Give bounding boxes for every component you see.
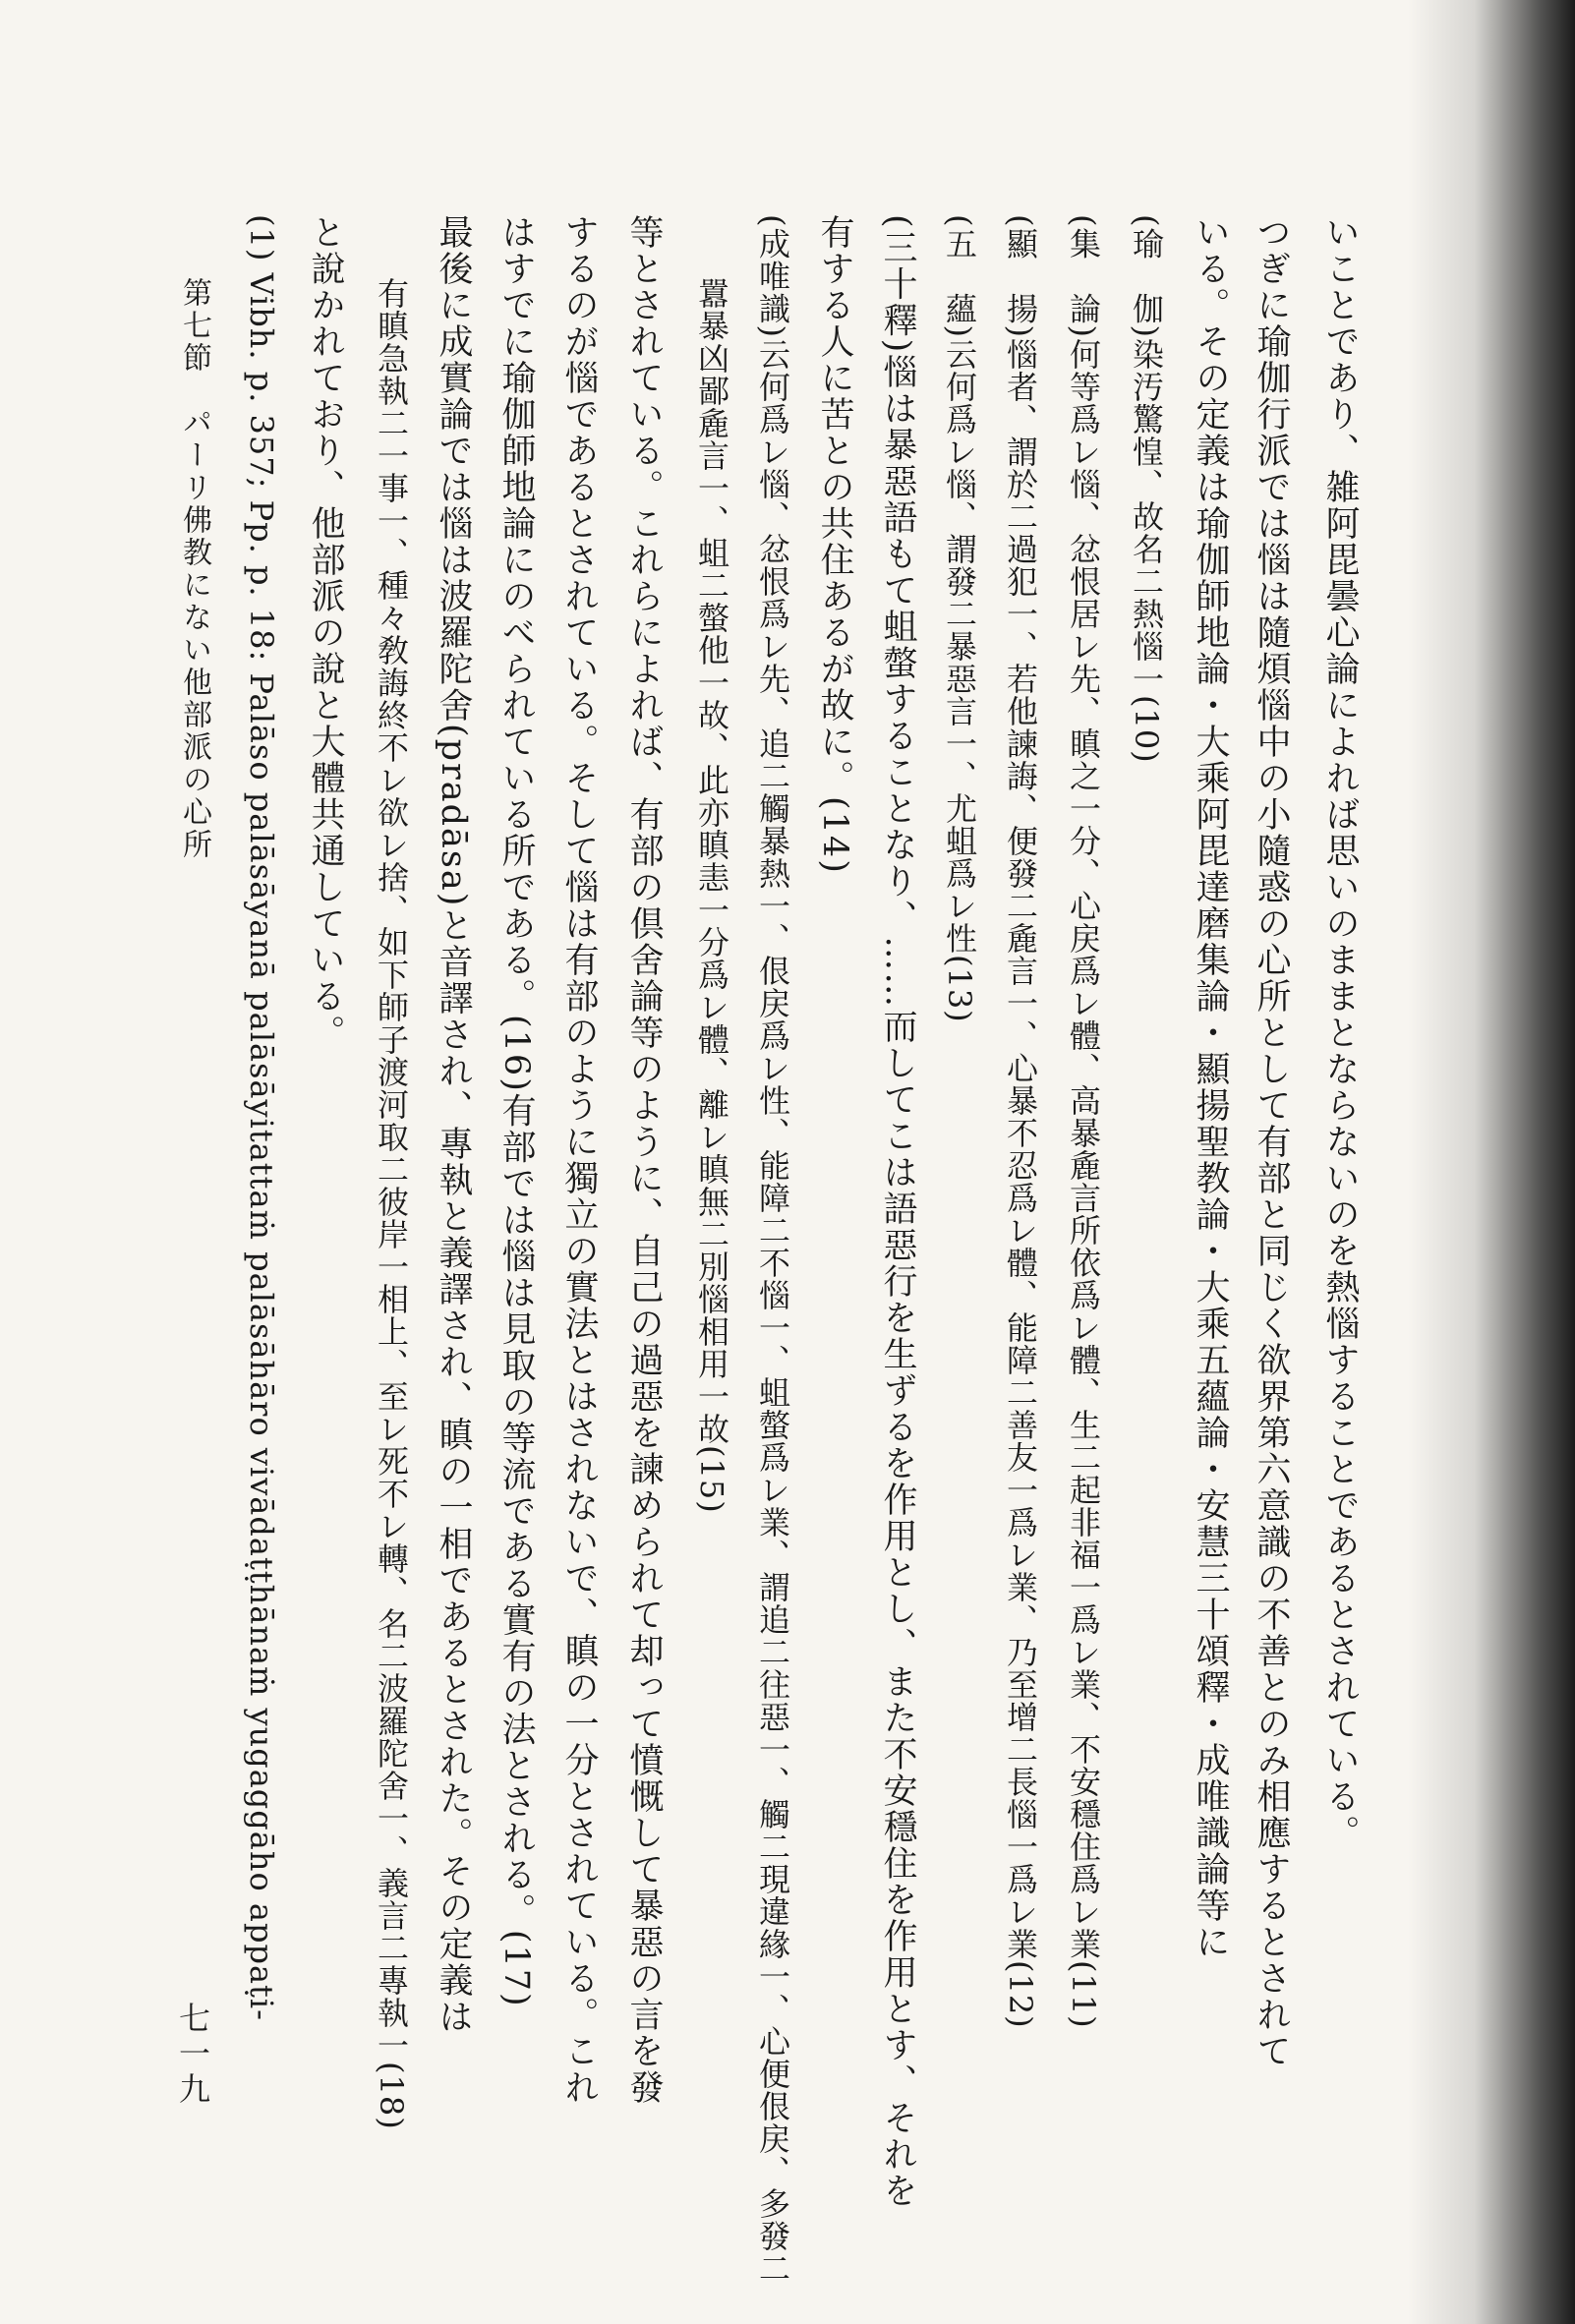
quote-line-yuga: (瑜 伽)染汚驚惶、故名二熱惱一(10) (1128, 214, 1165, 764)
text-line-13: するのが惱であるとされている。そして惱は有部のように獨立の實法とはされないで、瞋の一分とされている。これ (559, 214, 599, 2106)
footnote-1: (1) Vibh. p. 357; Pp. p. 18: Palāso palāsāyanā palāsāyitattaṁ palāsāhāro vivādaṭṭhānaṁ yugaggāho appaṭi- (243, 214, 280, 2021)
text-line-2: つぎに瑜伽行派では惱は隨煩惱中の小隨惑の心所として有部と同じく欲界第六意識の不善とのみ相應するとされて (1252, 214, 1291, 2069)
text-line-8: (三十釋)惱は暴惡語もて蛆螫することなり、……而してこは語惡行を生ずるを作用とし、また不安穩住を作用とす、それを (878, 214, 917, 2210)
page-number: 七一九 (174, 2002, 211, 2108)
quote-line-jo-1: (成唯識)云何爲レ惱、忿恨爲レ先、追二觸暴熱一、佷戻爲レ性、能障二不惱一、蛆螫爲レ業、謂追二往惡一、觸二現違緣一、心便佷戻、多發二 (754, 214, 791, 2285)
text-line-17: と說かれており、他部派の說と大體共通している。 (306, 214, 345, 1051)
text-line-1: いことであり、雑阿毘曇心論によれば思いのままとならないのを熱惱することであるとされている。 (1320, 214, 1360, 1851)
scan-edge-shadow (1408, 0, 1575, 2324)
text-line-14: はすでに瑜伽師地論にのべられている所である。(16)有部では惱は見取の等流である實有の法とされる。(17) (496, 214, 536, 2008)
quote-line-shu: (集 論)何等爲レ惱、忿恨居レ先、瞋之一分、心戻爲レ體、高暴麁言所依爲レ體、生二起非福一爲レ業、不安穩住爲レ業(11) (1065, 214, 1102, 2029)
text-line-9: 有する人に苦との共住あるが故に。(14) (815, 214, 854, 875)
quote-line-ken: (顯 揚)惱者、謂於二過犯一、若他諫誨、便發二麁言一、心暴不忍爲レ體、能障二善友一爲レ業、乃至增二長惱一爲レ業(12) (1002, 214, 1039, 2029)
running-footer: 第七節 パーリ佛教にない他部派の心所 (177, 277, 211, 861)
text-line-12: 等とされている。これらによれば、有部の倶舍論等のように、自己の過惡を諫められて却って憤慨して暴惡の言を發 (624, 214, 664, 2106)
quote-line-go: (五 蘊)云何爲レ惱、謂發二暴惡言一、尤蛆爲レ性(13) (941, 214, 978, 1023)
quote-line-joujitsu: 有瞋急執二一事一、種々敎誨終不レ欲レ捨、如下師子渡河取二彼岸一相上、至レ死不レ轉、名二波羅陀舍一、義言二專執一(18) (373, 277, 410, 2130)
quote-line-jo-2: 囂暴凶鄙麁言一、蛆二螫他一故、此亦瞋恚一分爲レ體、離レ瞋無二別惱相用一故(15) (693, 277, 730, 1514)
text-line-3: いる。その定義は瑜伽師地論・大乘阿毘達磨集論・顯揚聖教論・大乘五蘊論・安慧三十頌釋・成唯識論等に (1191, 214, 1230, 1960)
text-line-15: 最後に成實論では惱は波羅陀舍(pradāsa)と音譯され、專執と義譯され、瞋の一相であるとされた。その定義は (434, 214, 473, 2036)
